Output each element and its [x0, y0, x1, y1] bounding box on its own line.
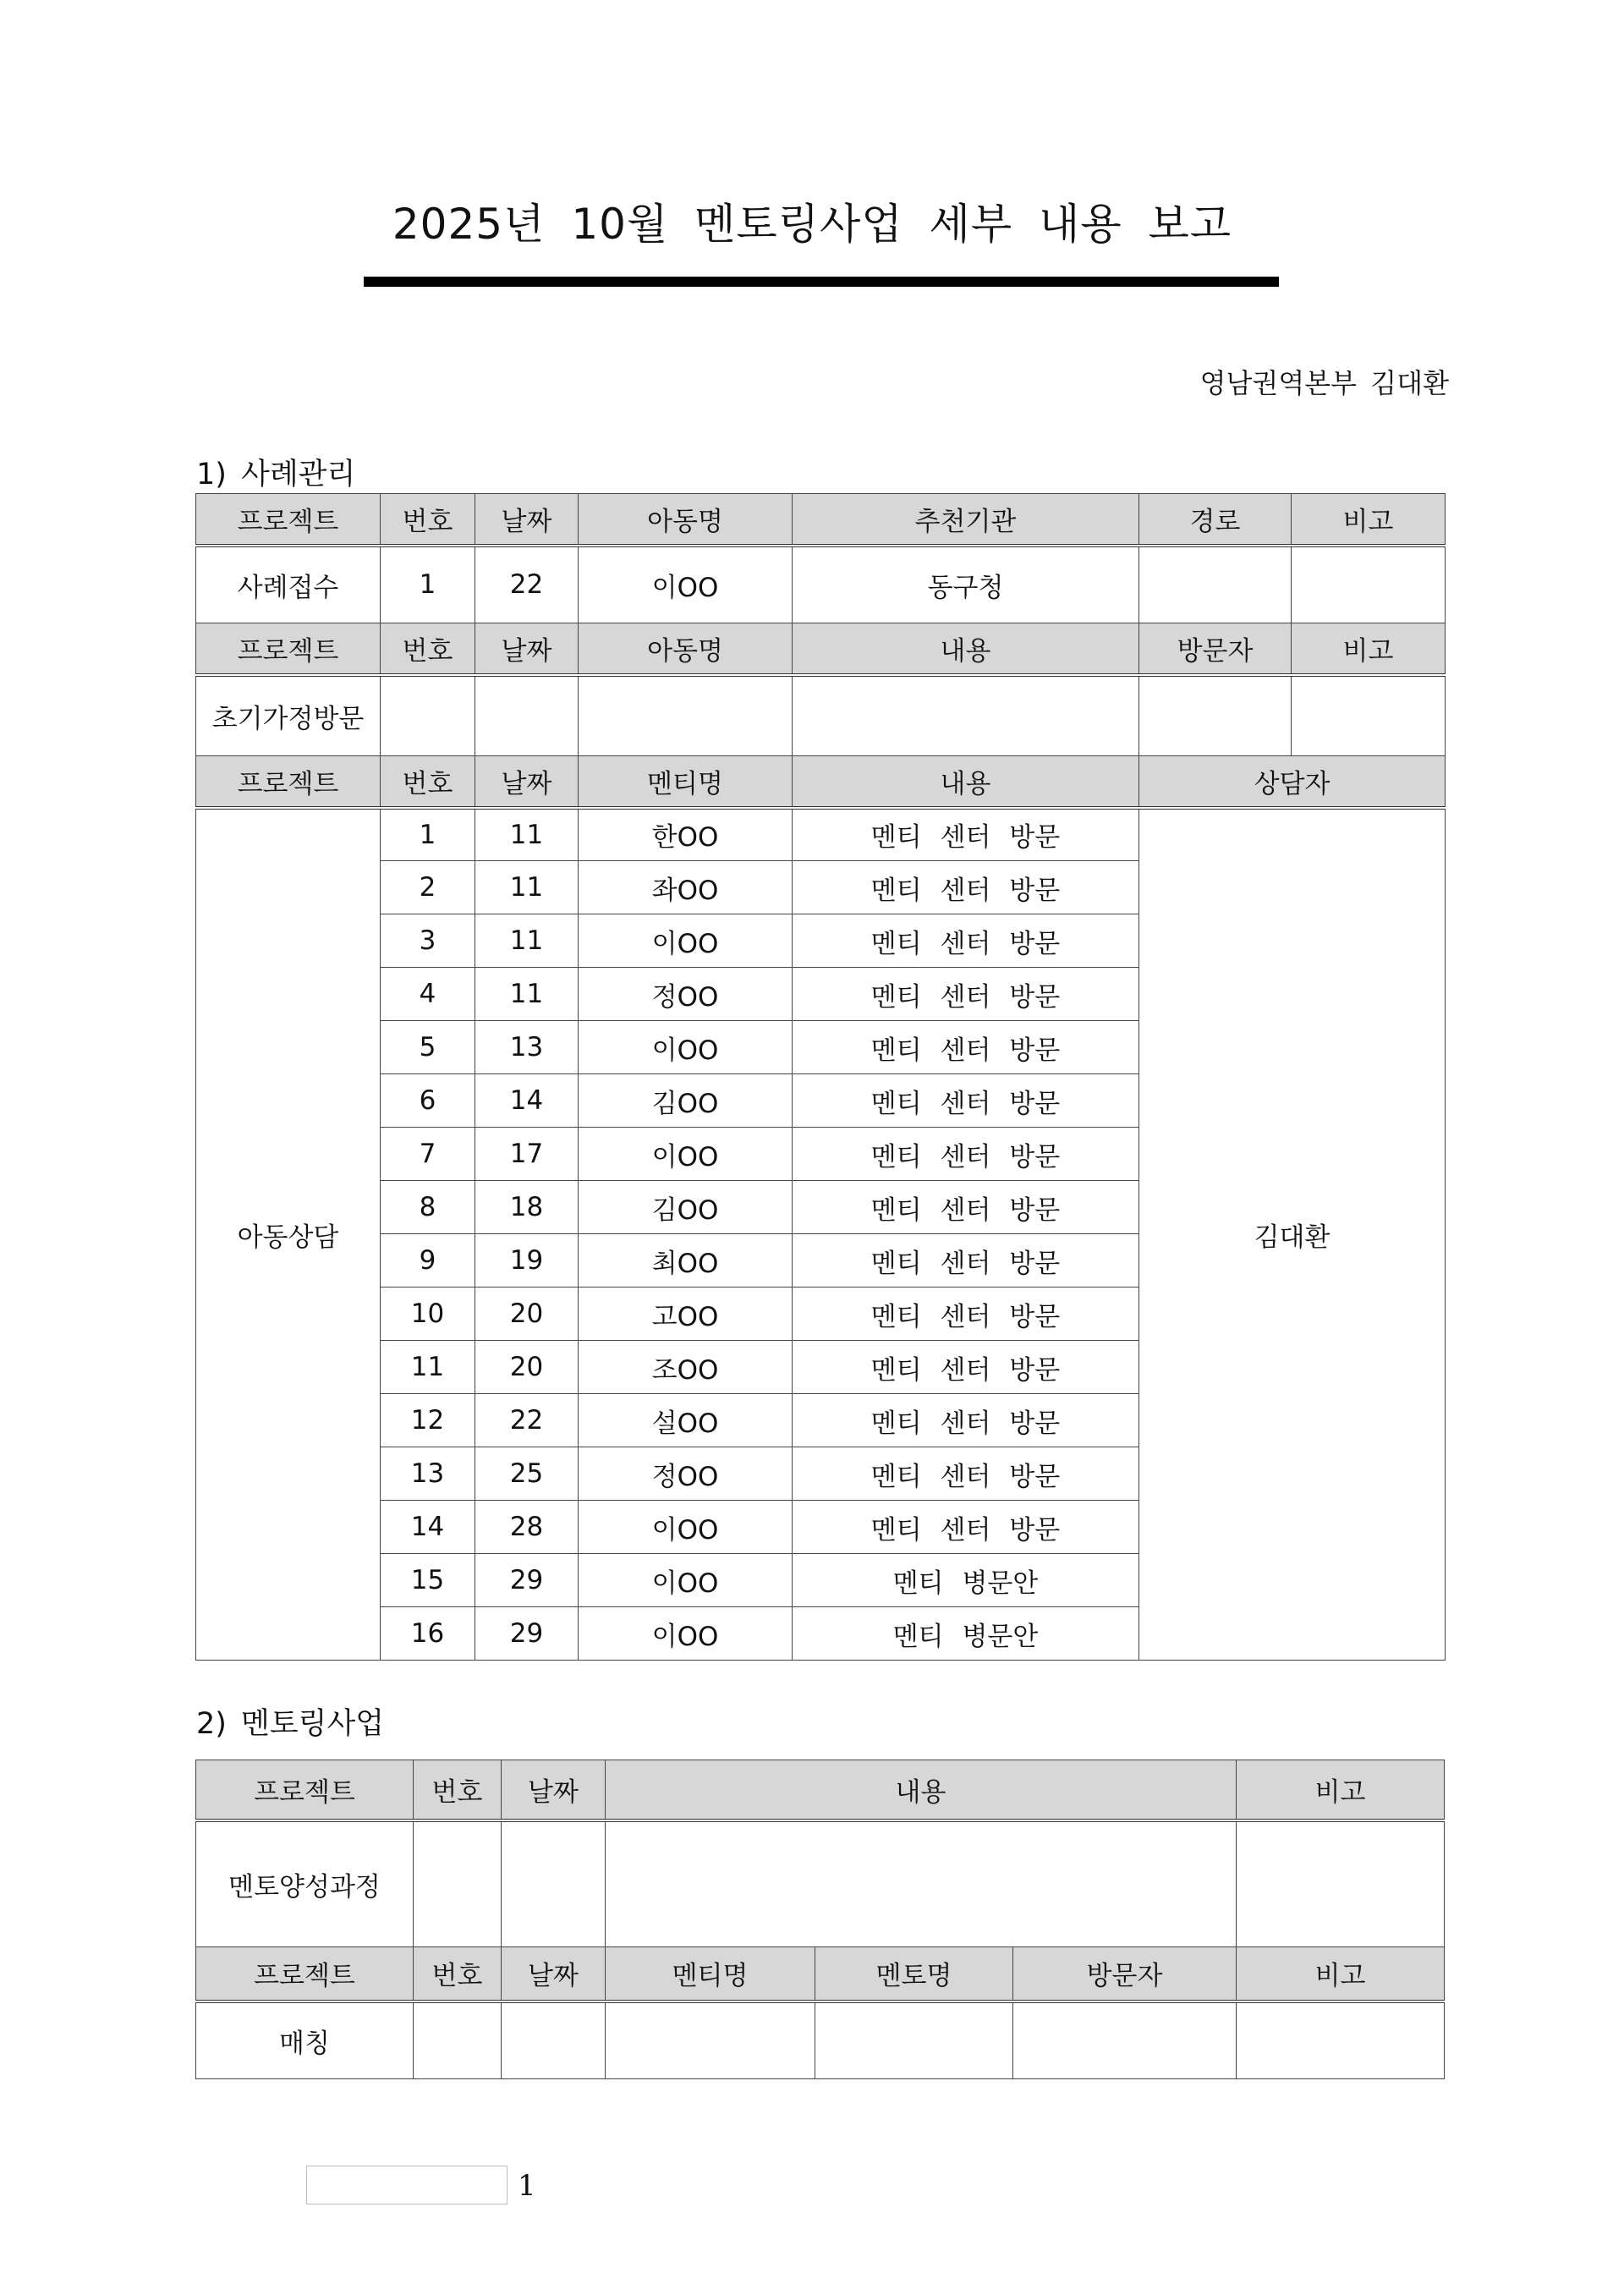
cell-content: 멘티 센터 방문: [793, 1074, 1139, 1128]
cell-route: [1139, 546, 1292, 623]
header-cell: 번호: [381, 494, 475, 546]
author-line: 영남권역본부 김대환: [1199, 367, 1449, 399]
cell-content: [793, 675, 1139, 756]
cell-agency: 동구청: [793, 546, 1139, 623]
cell-project: 멘토양성과정: [196, 1820, 414, 1947]
cell-number: 1: [381, 546, 475, 623]
cell-note: [1292, 546, 1446, 623]
cell-content: 멘티 센터 방문: [793, 1128, 1139, 1181]
header-cell: 상담자: [1139, 756, 1446, 808]
cell-number: 6: [381, 1074, 475, 1128]
header-cell: 번호: [414, 1760, 502, 1820]
cell-visitor: [1013, 2001, 1237, 2079]
cell-date: 22: [475, 546, 579, 623]
cell-number: 15: [381, 1554, 475, 1607]
cell-number: 11: [381, 1341, 475, 1394]
table-row: [196, 808, 1446, 861]
cell-date: 29: [475, 1607, 579, 1661]
section-heading-mentoring: 2) 멘토링사업: [196, 1707, 385, 1741]
cell-content: [606, 1820, 1237, 1947]
cell-content: 멘티 센터 방문: [793, 1341, 1139, 1394]
header-cell: 방문자: [1139, 623, 1292, 675]
table-row: [196, 2001, 1445, 2079]
cell-number: 13: [381, 1447, 475, 1501]
cell-mentee-name: 정OO: [579, 1447, 793, 1501]
case-management-table: [195, 493, 1446, 1661]
cell-content: 멘티 병문안: [793, 1607, 1139, 1661]
cell-date: [502, 2001, 606, 2079]
cell-content: 멘티 병문안: [793, 1554, 1139, 1607]
cell-date: 29: [475, 1554, 579, 1607]
cell-mentee-name: 이OO: [579, 914, 793, 968]
table-header-row: [196, 756, 1446, 808]
cell-content: 멘티 센터 방문: [793, 1181, 1139, 1234]
cell-number: 7: [381, 1128, 475, 1181]
page-title: 2025년 10월 멘토링사업 세부 내용 보고: [392, 200, 1232, 249]
header-cell: 번호: [414, 1947, 502, 2001]
cell-date: 14: [475, 1074, 579, 1128]
table-header-row: [196, 1760, 1445, 1820]
header-cell: 비고: [1237, 1760, 1445, 1820]
cell-date: 11: [475, 914, 579, 968]
cell-date: 20: [475, 1288, 579, 1341]
header-cell: 프로젝트: [196, 1947, 414, 2001]
cell-date: 11: [475, 861, 579, 914]
cell-note: [1292, 675, 1446, 756]
cell-date: 22: [475, 1394, 579, 1447]
cell-mentee-name: 김OO: [579, 1181, 793, 1234]
cell-number: 14: [381, 1501, 475, 1554]
header-cell: 방문자: [1013, 1947, 1237, 2001]
header-cell: 내용: [793, 756, 1139, 808]
header-cell: 멘티명: [606, 1947, 815, 2001]
cell-date: 25: [475, 1447, 579, 1501]
cell-number: 5: [381, 1021, 475, 1074]
cell-date: [475, 675, 579, 756]
cell-content: 멘티 센터 방문: [793, 914, 1139, 968]
header-cell: 날짜: [475, 494, 579, 546]
cell-content: 멘티 센터 방문: [793, 1394, 1139, 1447]
cell-number: 10: [381, 1288, 475, 1341]
header-cell: 경로: [1139, 494, 1292, 546]
cell-mentee-name: 설OO: [579, 1394, 793, 1447]
header-cell: 프로젝트: [196, 494, 381, 546]
cell-content: 멘티 센터 방문: [793, 968, 1139, 1021]
cell-note: [1237, 2001, 1445, 2079]
table-header-row: [196, 1947, 1445, 2001]
header-cell: 아동명: [579, 623, 793, 675]
cell-mentee-name: 정OO: [579, 968, 793, 1021]
cell-mentee-name: 이OO: [579, 1607, 793, 1661]
cell-child-name: 이OO: [579, 546, 793, 623]
cell-mentee-name: [606, 2001, 815, 2079]
cell-mentor-name: [815, 2001, 1013, 2079]
header-cell: 프로젝트: [196, 623, 381, 675]
cell-mentee-name: 최OO: [579, 1234, 793, 1288]
header-cell: 번호: [381, 756, 475, 808]
table-row: [196, 546, 1446, 623]
header-cell: 멘토명: [815, 1947, 1013, 2001]
cell-mentee-name: 한OO: [579, 808, 793, 861]
cell-mentee-name: 좌OO: [579, 861, 793, 914]
header-cell: 비고: [1292, 623, 1446, 675]
footer-box: [306, 2166, 508, 2204]
header-cell: 추천기관: [793, 494, 1139, 546]
cell-date: [502, 1820, 606, 1947]
table-row: [196, 1820, 1445, 1947]
header-cell: 멘티명: [579, 756, 793, 808]
cell-date: 19: [475, 1234, 579, 1288]
cell-number: 1: [381, 808, 475, 861]
cell-date: 20: [475, 1341, 579, 1394]
cell-number: 4: [381, 968, 475, 1021]
cell-number: 12: [381, 1394, 475, 1447]
header-cell: 날짜: [475, 623, 579, 675]
cell-mentee-name: 이OO: [579, 1128, 793, 1181]
title-underline: [364, 277, 1279, 287]
page-number: 1: [518, 2169, 536, 2203]
section-heading-case-management: 1) 사례관리: [196, 458, 356, 491]
cell-visitor: [1139, 675, 1292, 756]
header-cell: 프로젝트: [196, 1760, 414, 1820]
cell-number: 8: [381, 1181, 475, 1234]
cell-content: 멘티 센터 방문: [793, 1501, 1139, 1554]
cell-content: 멘티 센터 방문: [793, 1234, 1139, 1288]
cell-date: 11: [475, 968, 579, 1021]
cell-counselor: 김대환: [1139, 808, 1446, 1661]
cell-content: 멘티 센터 방문: [793, 1288, 1139, 1341]
cell-project: 매칭: [196, 2001, 414, 2079]
cell-content: 멘티 센터 방문: [793, 1021, 1139, 1074]
cell-project: 아동상담: [196, 808, 381, 1661]
header-cell: 비고: [1237, 1947, 1445, 2001]
cell-number: [414, 2001, 502, 2079]
cell-date: 28: [475, 1501, 579, 1554]
header-cell: 날짜: [502, 1947, 606, 2001]
cell-number: 9: [381, 1234, 475, 1288]
header-cell: 날짜: [502, 1760, 606, 1820]
header-cell: 아동명: [579, 494, 793, 546]
cell-number: 2: [381, 861, 475, 914]
cell-date: 11: [475, 808, 579, 861]
cell-child-name: [579, 675, 793, 756]
header-cell: 프로젝트: [196, 756, 381, 808]
header-cell: 내용: [793, 623, 1139, 675]
cell-note: [1237, 1820, 1445, 1947]
header-cell: 비고: [1292, 494, 1446, 546]
cell-number: [381, 675, 475, 756]
cell-mentee-name: 조OO: [579, 1341, 793, 1394]
mentoring-table: [195, 1760, 1445, 2079]
header-cell: 날짜: [475, 756, 579, 808]
table-row: [196, 675, 1446, 756]
cell-number: [414, 1820, 502, 1947]
cell-content: 멘티 센터 방문: [793, 861, 1139, 914]
cell-number: 3: [381, 914, 475, 968]
cell-content: 멘티 센터 방문: [793, 808, 1139, 861]
cell-date: 18: [475, 1181, 579, 1234]
cell-mentee-name: 김OO: [579, 1074, 793, 1128]
table-header-row: [196, 494, 1446, 546]
cell-date: 17: [475, 1128, 579, 1181]
header-cell: 내용: [606, 1760, 1237, 1820]
cell-mentee-name: 이OO: [579, 1554, 793, 1607]
cell-content: 멘티 센터 방문: [793, 1447, 1139, 1501]
cell-mentee-name: 이OO: [579, 1021, 793, 1074]
header-cell: 번호: [381, 623, 475, 675]
cell-mentee-name: 이OO: [579, 1501, 793, 1554]
cell-project: 초기가정방문: [196, 675, 381, 756]
table-header-row: [196, 623, 1446, 675]
cell-mentee-name: 고OO: [579, 1288, 793, 1341]
cell-project: 사례접수: [196, 546, 381, 623]
cell-date: 13: [475, 1021, 579, 1074]
cell-number: 16: [381, 1607, 475, 1661]
